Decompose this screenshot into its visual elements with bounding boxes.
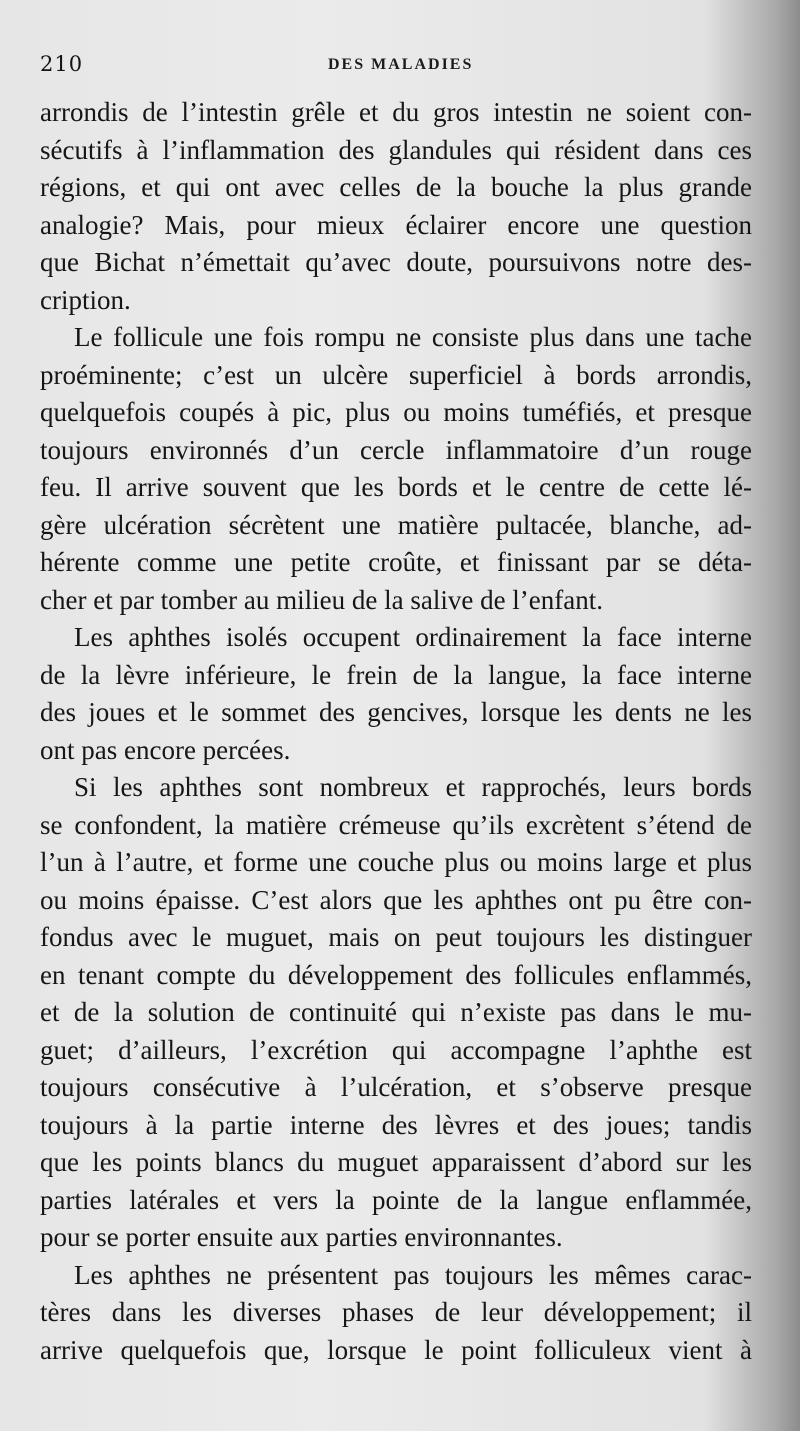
text-line: cription. bbox=[40, 284, 131, 315]
text-line: toujours à la partie interne des lèvres et des joues; tandis bbox=[40, 1109, 752, 1140]
paragraph bbox=[40, 1257, 752, 1370]
body-text bbox=[40, 94, 752, 1369]
text-line: pour se porter ensuite aux parties environnantes. bbox=[40, 1222, 563, 1252]
page-number: 210 bbox=[40, 52, 84, 76]
paragraph bbox=[40, 619, 752, 769]
text-line: fondus avec le muguet, mais on peut toujours les distinguer bbox=[40, 922, 752, 952]
text-line: et de la solution de continuité qui n’existe pas dans le mu- bbox=[40, 997, 752, 1027]
text-line: de la lèvre inférieure, le frein de la langue, la face interne bbox=[40, 659, 752, 690]
text-line: proéminente; c’est un ulcère superficiel à bords arrondis, bbox=[40, 359, 752, 390]
text-line: Les aphthes ne présentent pas toujours les mêmes carac- bbox=[74, 1259, 752, 1290]
text-line: toujours consécutive à l’ulcération, et s’observe presque bbox=[40, 1072, 752, 1102]
text-line: que les points blancs du muguet apparaissent d’abord sur les bbox=[40, 1147, 752, 1177]
text-line: hérente comme une petite croûte, et finissant par se déta- bbox=[40, 547, 752, 577]
text-line: parties latérales et vers la pointe de la langue enflammée, bbox=[40, 1184, 752, 1215]
page-header bbox=[40, 52, 760, 92]
text-line: des joues et le sommet des gencives, lorsque les dents ne les bbox=[40, 697, 752, 727]
paragraph bbox=[40, 319, 752, 619]
text-line: cher et par tomber au milieu de la salive de l’enfant. bbox=[40, 584, 604, 615]
text-line: Les aphthes isolés occupent ordinairement la face interne bbox=[74, 622, 752, 652]
text-line: sécutifs à l’inflammation des glandules qui résident dans ces bbox=[40, 134, 752, 165]
text-line: se confondent, la matière crémeuse qu’ils excrètent s’étend de bbox=[40, 809, 752, 840]
text-line: ont pas encore percées. bbox=[40, 734, 291, 765]
text-line: Le follicule une fois rompu ne consiste plus dans une tache bbox=[74, 322, 752, 352]
text-line: quelquefois coupés à pic, plus ou moins tuméfiés, et presque bbox=[40, 397, 752, 427]
text-line: l’un à l’autre, et forme une couche plus ou moins large et plus bbox=[40, 847, 752, 877]
running-head: DES MALADIES bbox=[328, 56, 474, 73]
text-line: guet; d’ailleurs, l’excrétion qui accompagne l’aphthe est bbox=[40, 1034, 752, 1065]
text-line: que Bichat n’émettait qu’avec doute, poursuivons notre des- bbox=[40, 247, 752, 277]
paragraph bbox=[40, 769, 752, 1257]
text-line: toujours environnés d’un cercle inflammatoire d’un rouge bbox=[40, 434, 752, 465]
text-line: arrive quelquefois que, lorsque le point folliculeux vient à bbox=[40, 1334, 752, 1365]
paragraph bbox=[40, 94, 752, 319]
text-line: Si les aphthes sont nombreux et rapprochés, leurs bords bbox=[74, 772, 752, 802]
text-line: gère ulcération sécrètent une matière pultacée, blanche, ad- bbox=[40, 509, 752, 540]
text-line: analogie? Mais, pour mieux éclairer encore une question bbox=[40, 209, 752, 240]
text-line: tères dans les diverses phases de leur développement; il bbox=[40, 1297, 752, 1327]
text-line: ou moins épaisse. C’est alors que les aphthes ont pu être con- bbox=[40, 884, 752, 915]
text-line: feu. Il arrive souvent que les bords et le centre de cette lé- bbox=[40, 472, 752, 502]
text-line: arrondis de l’intestin grêle et du gros intestin ne soient con- bbox=[40, 97, 752, 127]
text-line: régions, et qui ont avec celles de la bouche la plus grande bbox=[40, 172, 752, 202]
text-line: en tenant compte du développement des follicules enflammés, bbox=[40, 959, 752, 990]
